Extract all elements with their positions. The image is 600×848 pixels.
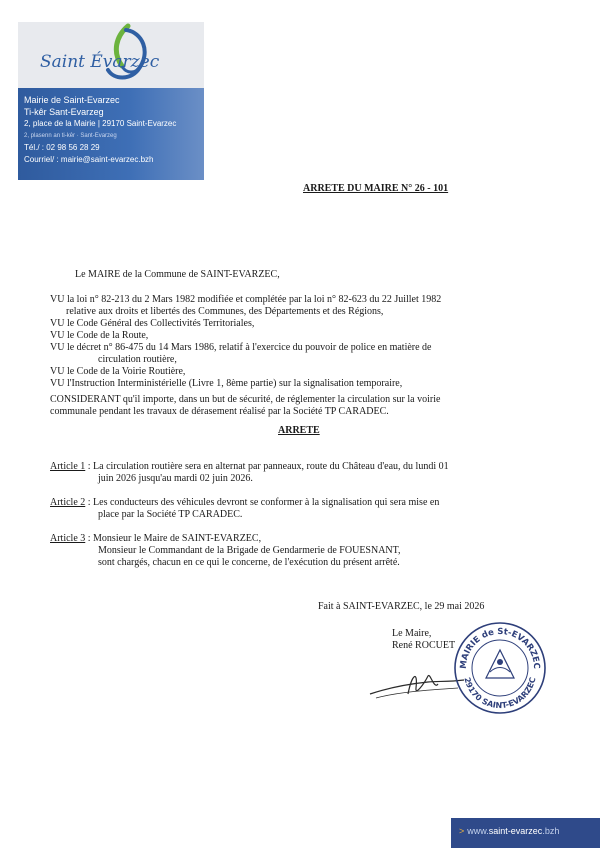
vu-line: VU la loi n° 82-213 du 2 Mars 1982 modifiée et complétée par la loi n° 82-623 du 22 Juillet 1982 bbox=[50, 294, 442, 305]
done-at: Fait à SAINT-EVARZEC, le 29 mai 2026 bbox=[318, 601, 485, 612]
article-text: juin 2026 jusqu'au mardi 02 juin 2026. bbox=[98, 473, 253, 484]
article-text: Monsieur le Commandant de la Brigade de Gendarmerie de FOUESNANT, bbox=[98, 545, 401, 556]
article-text: sont chargés, chacun en ce qui le concerne, de l'exécution du présent arrêté. bbox=[98, 557, 400, 568]
vu-line: VU le Code de la Route, bbox=[50, 330, 149, 341]
considerant-line: CONSIDERANT qu'il importe, dans un but de sécurité, de réglementer la circulation sur la voirie bbox=[50, 394, 441, 405]
mairie-email: Courriel/ : mairie@saint-evarzec.bzh bbox=[24, 155, 154, 164]
vu-line: VU le Code de la Voirie Routière, bbox=[50, 366, 186, 377]
mairie-address-breton: 2, plasenn an ti-kêr · Sant-Evarzeg bbox=[24, 133, 117, 139]
stamp-top-text: MAIRIE de St-EVARZEC bbox=[458, 626, 542, 670]
article-1 bbox=[50, 461, 449, 473]
commune-logo bbox=[32, 22, 202, 88]
vu-line: VU l'Instruction Interministérielle (Livre 1, 8ème partie) sur la signalisation temporaire, bbox=[50, 378, 403, 389]
arrow-right-icon: > bbox=[459, 826, 465, 836]
considerant-line: communale pendant les travaux de dérasement réalisé par la Société TP CARADEC. bbox=[50, 406, 389, 417]
signatory-role: Le Maire, bbox=[392, 628, 432, 639]
footer-website[interactable]: > www.saint-evarzec.bzh bbox=[451, 818, 600, 848]
stamp-bottom-text: 29170 SAINT-EVARZEC bbox=[462, 676, 538, 711]
mairie-address: 2, place de la Mairie | 29170 Saint-Evarzec bbox=[24, 119, 177, 128]
vu-line: relative aux droits et libertés des Communes, des Départements et des Régions, bbox=[66, 306, 384, 317]
municipal-seal-stamp-icon bbox=[452, 620, 548, 716]
arrete-heading: ARRETE bbox=[278, 425, 320, 436]
vu-line: circulation routière, bbox=[98, 354, 177, 365]
article-3 bbox=[50, 533, 261, 545]
intro-line: Le MAIRE de la Commune de SAINT-EVARZEC, bbox=[75, 269, 280, 280]
mairie-phone: Tél./ : 02 98 56 28 29 bbox=[24, 143, 100, 152]
article-label: Article 2 bbox=[50, 497, 86, 508]
logo-wordmark: Saint Évarzec bbox=[40, 52, 160, 72]
article-text: : Les conducteurs des véhicules devront se conformer à la signalisation qui sera mise en bbox=[87, 497, 440, 508]
article-2 bbox=[50, 497, 439, 509]
article-text: : Monsieur le Maire de SAINT-EVARZEC, bbox=[87, 533, 262, 544]
vu-line: VU le Code Général des Collectivités Territoriales, bbox=[50, 318, 255, 329]
mairie-name: Mairie de Saint-Evarzec bbox=[24, 95, 120, 105]
vu-line: VU le décret n° 86-475 du 14 Mars 1986, relatif à l'exercice du pouvoir de police en matière de bbox=[50, 342, 432, 353]
article-label: Article 3 bbox=[50, 533, 86, 544]
article-text: : La circulation routière sera en alternat par panneaux, route du Château d'eau, du lundi 01 bbox=[87, 461, 449, 472]
mairie-name-breton: Ti-kêr Sant-Evarzeg bbox=[24, 107, 104, 117]
article-label: Article 1 bbox=[50, 461, 86, 472]
article-text: place par la Société TP CARADEC. bbox=[98, 509, 243, 520]
contact-panel bbox=[18, 88, 204, 180]
signatory-name: René ROCUET bbox=[392, 640, 456, 651]
document-title: ARRETE DU MAIRE N° 26 - 101 bbox=[303, 183, 449, 194]
